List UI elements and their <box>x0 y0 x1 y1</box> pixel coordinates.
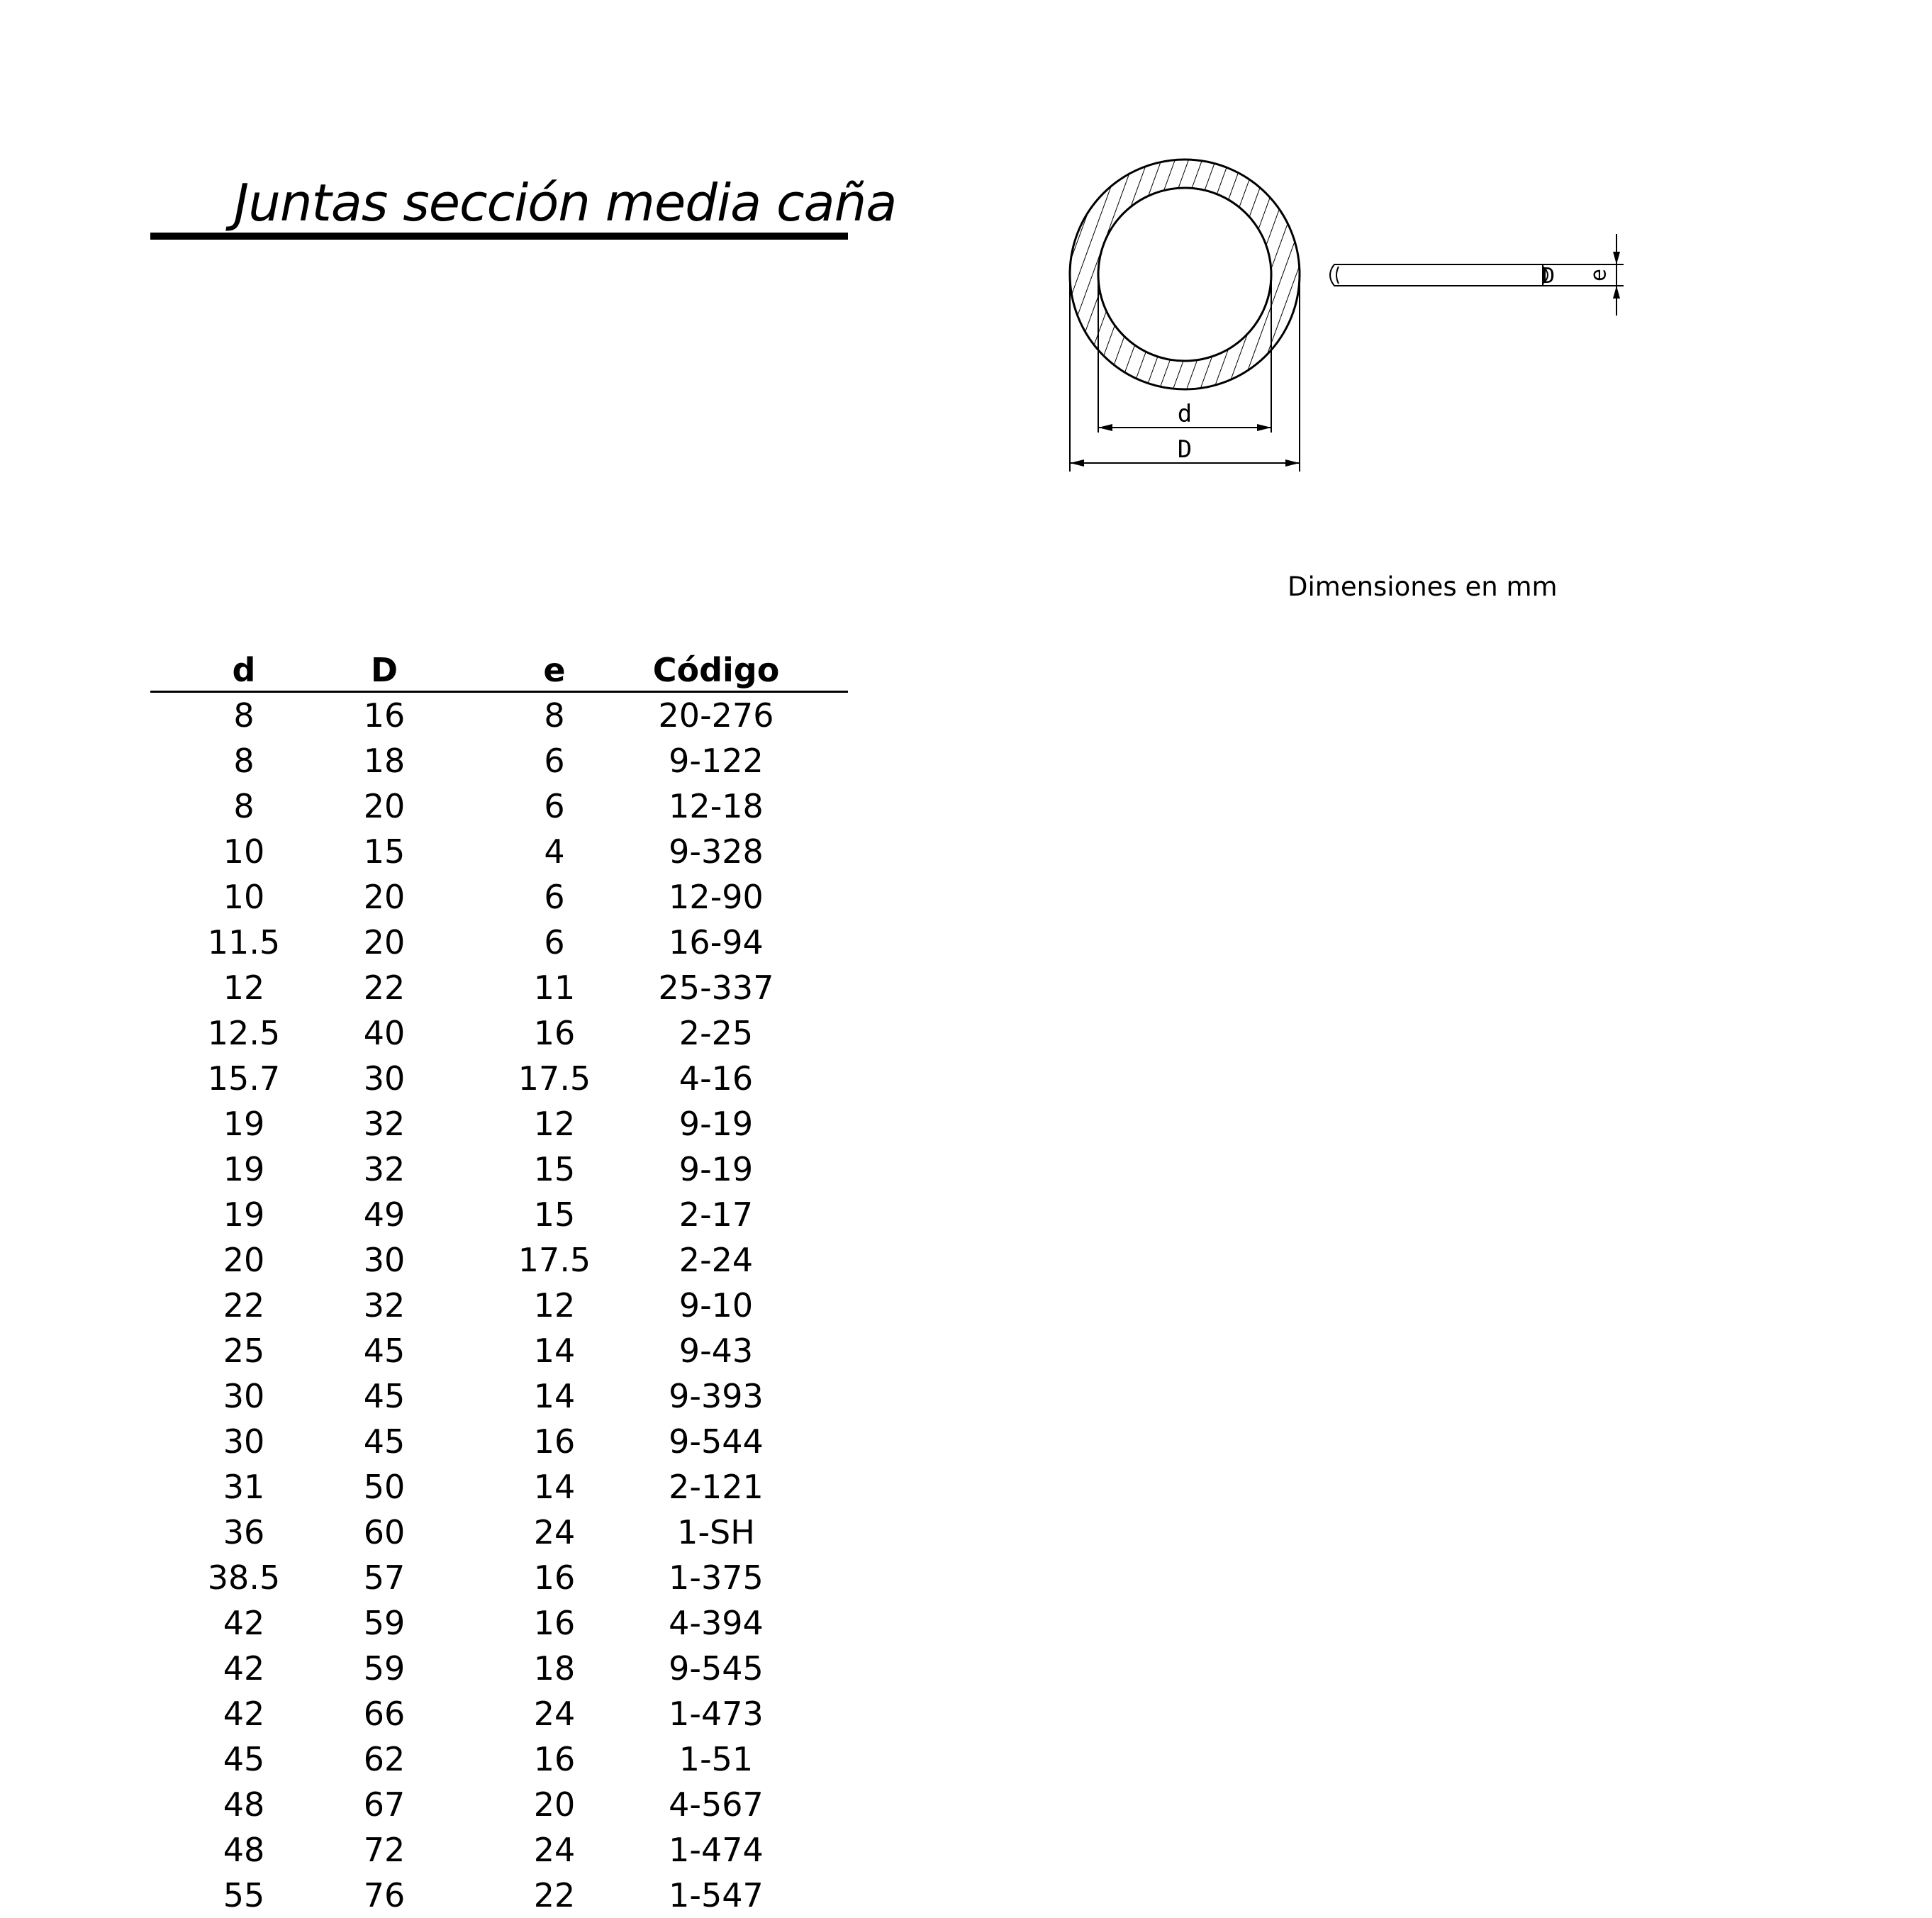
dimension-label-D: D <box>1177 435 1193 464</box>
cell-d: 19 <box>223 1150 265 1188</box>
cell-codigo: 9-393 <box>669 1377 764 1415</box>
cell-d: 30 <box>223 1422 265 1461</box>
cell-d: 45 <box>223 1740 265 1778</box>
cell-e: 14 <box>533 1468 576 1506</box>
cell-codigo: 9-122 <box>669 742 764 780</box>
cell-e: 17.5 <box>518 1059 591 1098</box>
cell-e: 8 <box>544 696 565 735</box>
cell-d: 19 <box>223 1195 265 1234</box>
cell-d: 8 <box>233 787 255 825</box>
cell-codigo: 9-19 <box>679 1105 754 1143</box>
table-row <box>150 1328 848 1373</box>
table-row <box>150 1873 848 1918</box>
table-header-row <box>150 644 848 692</box>
cell-d: 22 <box>223 1286 265 1325</box>
cell-d: 31 <box>223 1468 265 1506</box>
cell-codigo: 12-90 <box>669 878 764 916</box>
table-row <box>150 1736 848 1782</box>
table-row <box>150 1419 848 1464</box>
title-underline <box>150 233 848 240</box>
units-note: Dimensiones en mm <box>1288 572 1558 602</box>
table-row <box>150 965 848 1010</box>
cell-d: 15.7 <box>207 1059 281 1098</box>
cell-d: 12 <box>223 969 265 1007</box>
header-e: e <box>482 644 635 692</box>
ring-side-view <box>1330 234 1624 316</box>
cell-d: 11.5 <box>207 923 281 961</box>
cell-e: 14 <box>533 1332 576 1370</box>
cell-codigo: 25-337 <box>658 969 774 1007</box>
cell-e: 12 <box>533 1286 576 1325</box>
cell-codigo: 4-16 <box>679 1059 754 1098</box>
cell-D: 32 <box>363 1286 406 1325</box>
header-D: D <box>337 644 482 692</box>
table-row <box>150 829 848 874</box>
cell-e: 4 <box>544 832 565 871</box>
header-d: d <box>150 644 337 692</box>
table-row <box>150 692 848 739</box>
cell-D: 30 <box>363 1059 406 1098</box>
cell-D: 16 <box>363 696 406 735</box>
cell-codigo: 9-10 <box>679 1286 754 1325</box>
cell-e: 16 <box>533 1559 576 1597</box>
cell-e: 24 <box>533 1513 576 1551</box>
cell-d: 42 <box>223 1604 265 1642</box>
cell-d: 30 <box>223 1377 265 1415</box>
cell-e: 24 <box>533 1695 576 1733</box>
cell-e: 20 <box>533 1785 576 1824</box>
table-row <box>150 1782 848 1827</box>
cell-d: 20 <box>223 1241 265 1279</box>
cell-e: 6 <box>544 787 565 825</box>
cell-e: 6 <box>544 742 565 780</box>
cell-e: 22 <box>533 1876 576 1914</box>
cell-e: 24 <box>533 1831 576 1869</box>
cell-d: 25 <box>223 1332 265 1370</box>
header-codigo: Código <box>635 644 848 692</box>
cell-e: 6 <box>544 878 565 916</box>
cell-D: 59 <box>363 1649 406 1688</box>
cell-e: 16 <box>533 1604 576 1642</box>
cell-codigo: 1-547 <box>669 1876 764 1914</box>
cell-codigo: 9-545 <box>669 1649 764 1688</box>
table-row <box>150 1101 848 1147</box>
table-row <box>150 1555 848 1600</box>
cell-D: 62 <box>363 1740 406 1778</box>
table-row <box>150 1600 848 1646</box>
table-row <box>150 1373 848 1419</box>
cell-D: 72 <box>363 1831 406 1869</box>
table-row <box>150 738 848 784</box>
cell-e: 11 <box>533 969 576 1007</box>
cell-D: 20 <box>363 787 406 825</box>
cell-codigo: 1-474 <box>669 1831 764 1869</box>
table-row <box>150 1510 848 1555</box>
cell-D: 66 <box>363 1695 406 1733</box>
cell-D: 30 <box>363 1241 406 1279</box>
cell-codigo: 12-18 <box>669 787 764 825</box>
cell-D: 76 <box>363 1876 406 1914</box>
cell-d: 8 <box>233 696 255 735</box>
cell-e: 17.5 <box>518 1241 591 1279</box>
cell-d: 48 <box>223 1831 265 1869</box>
table-row <box>150 1283 848 1328</box>
cell-D: 67 <box>363 1785 406 1824</box>
table-row <box>150 1691 848 1736</box>
cell-codigo: 9-544 <box>669 1422 764 1461</box>
cell-codigo: 2-17 <box>679 1195 754 1234</box>
cell-D: 45 <box>363 1422 406 1461</box>
cell-D: 22 <box>363 969 406 1007</box>
cell-D: 20 <box>363 923 406 961</box>
cell-d: 36 <box>223 1513 265 1551</box>
cell-D: 59 <box>363 1604 406 1642</box>
cell-e: 14 <box>533 1377 576 1415</box>
cell-e: 16 <box>533 1422 576 1461</box>
cell-d: 42 <box>223 1695 265 1733</box>
cell-d: 10 <box>223 832 265 871</box>
cell-D: 60 <box>363 1513 406 1551</box>
cell-e: 18 <box>533 1649 576 1688</box>
table-row <box>150 1237 848 1283</box>
dimension-label-d: d <box>1177 400 1193 428</box>
cell-D: 45 <box>363 1332 406 1370</box>
cell-codigo: 9-43 <box>679 1332 754 1370</box>
table-row <box>150 920 848 965</box>
table-row <box>150 1646 848 1691</box>
table-row <box>150 1147 848 1192</box>
page-title: Juntas sección media caña <box>234 173 897 233</box>
cell-codigo: 4-394 <box>669 1604 764 1642</box>
side-label-D: D <box>1541 264 1556 289</box>
cell-e: 12 <box>533 1105 576 1143</box>
cell-codigo: 1-SH <box>677 1513 755 1551</box>
cell-codigo: 2-24 <box>679 1241 754 1279</box>
cell-codigo: 9-19 <box>679 1150 754 1188</box>
cell-D: 32 <box>363 1150 406 1188</box>
cell-d: 42 <box>223 1649 265 1688</box>
cell-e: 16 <box>533 1740 576 1778</box>
cell-codigo: 1-375 <box>669 1559 764 1597</box>
cell-codigo: 1-473 <box>669 1695 764 1733</box>
cell-D: 15 <box>363 832 406 871</box>
cell-codigo: 16-94 <box>669 923 764 961</box>
cell-d: 10 <box>223 878 265 916</box>
cell-d: 48 <box>223 1785 265 1824</box>
cell-D: 32 <box>363 1105 406 1143</box>
cell-e: 15 <box>533 1195 576 1234</box>
cell-d: 19 <box>223 1105 265 1143</box>
gasket-technical-drawing <box>1056 149 1652 482</box>
cell-D: 40 <box>363 1014 406 1052</box>
cell-d: 55 <box>223 1876 265 1914</box>
cell-D: 50 <box>363 1468 406 1506</box>
table-row <box>150 874 848 920</box>
cell-D: 57 <box>363 1559 406 1597</box>
cell-e: 15 <box>533 1150 576 1188</box>
cell-codigo: 2-121 <box>669 1468 764 1506</box>
table-row <box>150 1827 848 1873</box>
table-row <box>150 1464 848 1510</box>
cell-D: 20 <box>363 878 406 916</box>
cell-codigo: 2-25 <box>679 1014 754 1052</box>
cell-d: 12.5 <box>207 1014 281 1052</box>
cell-D: 49 <box>363 1195 406 1234</box>
cell-codigo: 4-567 <box>669 1785 764 1824</box>
table-row <box>150 1010 848 1056</box>
gasket-dimensions-table <box>150 644 848 1918</box>
table-row <box>150 1056 848 1101</box>
cell-e: 16 <box>533 1014 576 1052</box>
cell-d: 8 <box>233 742 255 780</box>
dimension-label-e: e <box>1586 268 1612 282</box>
cell-codigo: 1-51 <box>679 1740 754 1778</box>
table-row <box>150 784 848 829</box>
table-row <box>150 1192 848 1237</box>
cell-codigo: 9-328 <box>669 832 764 871</box>
cell-e: 6 <box>544 923 565 961</box>
cell-D: 45 <box>363 1377 406 1415</box>
cell-d: 38.5 <box>207 1559 281 1597</box>
cell-codigo: 20-276 <box>658 696 774 735</box>
cell-D: 18 <box>363 742 406 780</box>
